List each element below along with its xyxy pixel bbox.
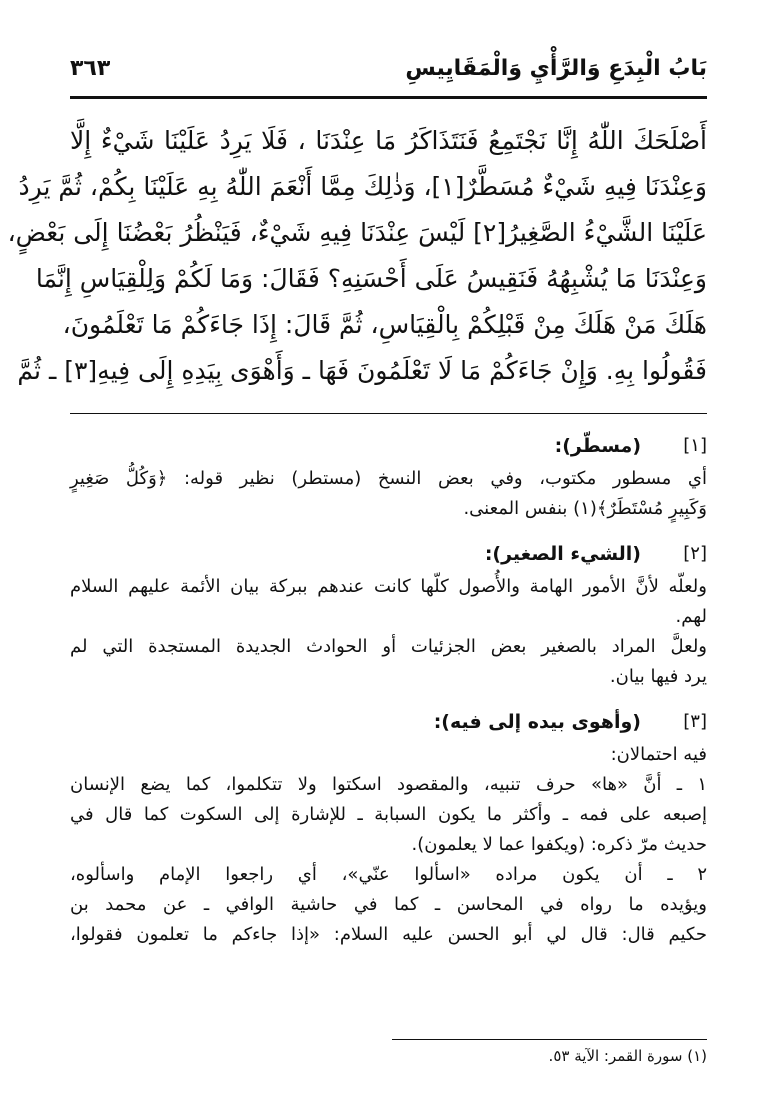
note-2 <box>70 536 707 692</box>
hadith-line: وَعِنْدَنَا فِيهِ شَيْءٌ مُسَطَّرٌ[١]، وَذٰلِكَ مِمَّا أَنْعَمَ اللّٰهُ بِهِ عَلَيْنَا بِكُمْ، ثُمَّ يَرِدُ <box>18 172 707 201</box>
note-number: [٢] <box>683 543 707 564</box>
note-heading <box>70 428 707 464</box>
note-line: حديث مرّ ذكره: (ويكفوا عما لا يعلمون). <box>411 834 707 855</box>
note-number: [٣] <box>683 711 707 732</box>
note-line: ويؤيده ما رواه في المحاسن ـ كما في حاشية الوافي ـ عن محمد بن <box>70 894 707 915</box>
page-number: ٣٦٣ <box>70 56 111 81</box>
hadith-text <box>7 118 707 394</box>
hadith-line: وَعِنْدَنَا مَا يُشْبِهُهُ فَنَقِيسُ عَلَى أَحْسَنِهِ؟ فَقَالَ: وَمَا لَكُمْ وَلِلْقِيَاسِ إِنَّمَا <box>35 264 707 293</box>
chapter-title: بَابُ الْبِدَعِ وَالرَّأْيِ وَالْمَقَايِيسِ <box>405 56 707 81</box>
header-divider <box>70 96 707 99</box>
note-line: فيه احتمالان: <box>610 744 707 765</box>
note-line: حكيم قال: قال لي أبو الحسن عليه السلام: «إذا جاءكم ما تعلمون فقولوا، <box>70 924 707 945</box>
note-line: يرد فيها بيان. <box>609 666 707 687</box>
hadith-line: أَصْلَحَكَ اللّٰهُ إِنَّا نَجْتَمِعُ فَنَتَذَاكَرُ مَا عِنْدَنَا ، فَلَا يَرِدُ عَلَيْنَا شَيْءٌ إِلَّا <box>70 126 707 155</box>
note-line: لهم. <box>675 606 707 627</box>
note-line: وَكَبِيرٍ مُسْتَطَرٌ﴾(١) بنفس المعنى. <box>463 498 707 519</box>
commentary-divider <box>70 413 707 414</box>
note-3 <box>70 704 707 950</box>
commentary-notes <box>70 428 707 950</box>
note-line: ولعلّه لأنَّ الأمور الهامة والأُصول كلّها كانت عندهم ببركة بيان الأئمة عليهم السلام <box>70 576 707 597</box>
note-line: ٢ ـ أن يكون مراده «اسألوا عنّي»، أي راجعوا الإمام واسألوه، <box>70 864 707 885</box>
note-title: (مسطّر): <box>554 435 641 457</box>
note-title: (الشيء الصغير): <box>484 543 641 565</box>
note-line: إصبعه على فمه ـ وأكثر ما يكون السبابة ـ للإشارة إلى السكوت كما قال في <box>70 804 707 825</box>
note-line: ولعلَّ المراد بالصغير بعض الجزئيات أو الحوادث الجديدة المستجدة التي لم <box>70 636 707 657</box>
note-number: [١] <box>683 435 707 456</box>
footnote-divider <box>392 1039 707 1040</box>
note-heading <box>70 536 707 572</box>
note-title: (وأهوى بيده إلى فيه): <box>433 711 641 733</box>
note-line: أي مسطور مكتوب، وفي بعض النسخ (مستطر) نظير قوله: ﴿وَكُلُّ صَغِيرٍ <box>70 468 707 489</box>
hadith-line: هَلَكَ مَنْ هَلَكَ مِنْ قَبْلِكُمْ بِالْقِيَاسِ، ثُمَّ قَالَ: إِذَا جَاءَكُمْ مَا تَعْلَمُونَ، <box>62 310 707 339</box>
note-line: ١ ـ أنَّ «ها» حرف تنبيه، والمقصود اسكتوا ولا تتكلموا، كما يضع الإنسان <box>70 774 707 795</box>
page-header <box>70 54 707 90</box>
note-heading <box>70 704 707 740</box>
footnote: (١) سورة القمر: الآية ٥٣. <box>548 1047 707 1065</box>
note-1 <box>70 428 707 524</box>
hadith-line: عَلَيْنَا الشَّيْءُ الصَّغِيرُ[٢] لَيْسَ عِنْدَنَا فِيهِ شَيْءٌ، فَيَنْظُرُ بَعْضُنَا إِلَى بَعْضٍ، <box>7 218 707 247</box>
hadith-line: فَقُولُوا بِهِ. وَإِنْ جَاءَكُمْ مَا لَا تَعْلَمُونَ فَهَا ـ وَأَهْوَى بِيَدِهِ إِلَى فِيهِ[٣] ـ ثُمَّ <box>17 356 707 385</box>
